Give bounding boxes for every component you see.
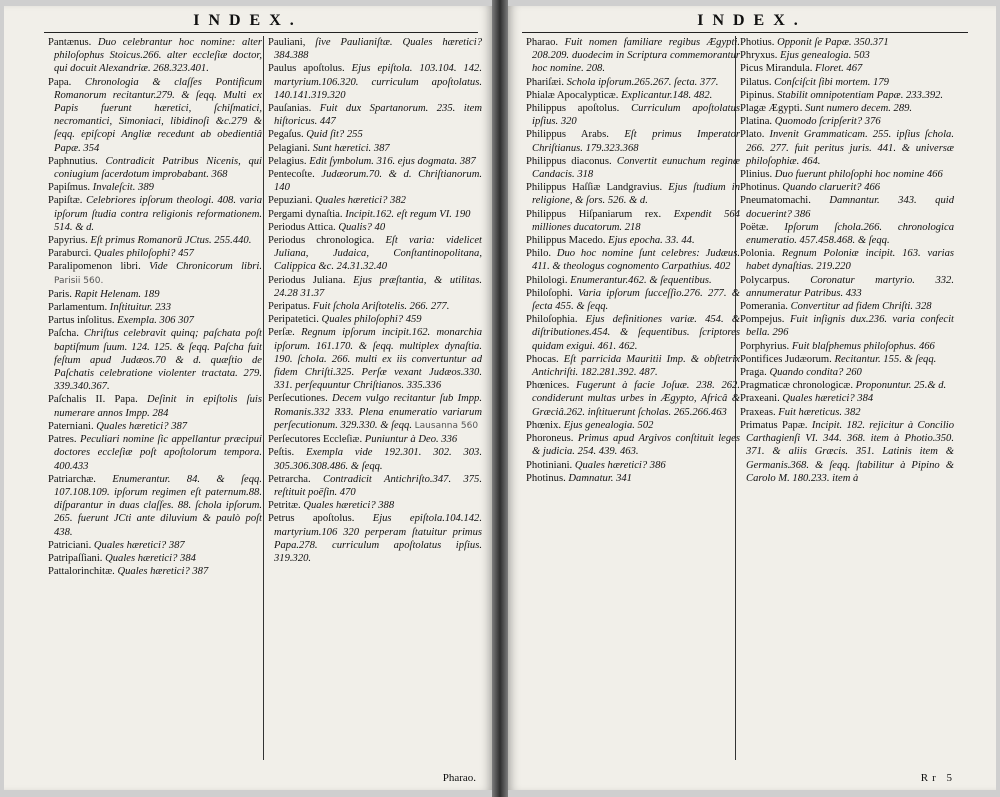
index-entry — [48, 565, 262, 578]
entry-headword: Plagæ Ægypti. — [740, 103, 803, 115]
index-entry — [526, 128, 740, 154]
entry-headword: Paſchalis II. Papa. — [48, 394, 138, 406]
index-entry — [740, 49, 954, 62]
entry-headword: Peſtis. — [268, 447, 295, 459]
entry-text: Opponit ſe Papæ. 350.371 — [777, 37, 889, 48]
entry-headword: Patripaſſiani. — [48, 552, 103, 564]
entry-text: Celebriores ipſorum theologi. 408. varia ipſorum ſtudia contra religionis reformationem. 514. & d. — [54, 195, 262, 233]
entry-text: Ejus præſtantia, & utilitas. 24.28 31.37 — [274, 274, 483, 299]
entry-text: Chronologia & claſſes Pontificum Romanorum recitantur.279. & ſeqq. Multi ex Papis fuerunt hæretici, ſchiſmatici, necromantici, Simoniaci, libidinoſi &c.279 & ſeqq. epiſcopi Angliæ recedunt ab obedientiâ Papæ. 354 — [54, 76, 262, 154]
entry-headword: Patriarchæ. — [48, 473, 96, 485]
entry-text: Eſt varia: videlicet Juliana, Judaica, Conſtantinopolitana, Calippica &c. 24.31.32.40 — [274, 235, 482, 273]
index-entry — [740, 181, 954, 194]
entry-text: Duo celebrantur hoc nomine: alter philoſophus Stoicus.266. alter eccleſiæ doctor, qui docuit Alexandriæ. 268.323.401. — [54, 37, 262, 75]
index-entry — [268, 446, 482, 472]
index-entry — [740, 102, 954, 115]
index-entry — [48, 420, 262, 433]
entry-text: Quid ſit? 255 — [306, 129, 363, 141]
entry-text: Ejus epiſtola. 103.104. 142. martyrium.106.320. curriculum apoſtolatus. 140.141.319.320 — [274, 63, 482, 101]
index-entry — [740, 313, 954, 339]
index-entry — [526, 472, 740, 485]
entry-headword: Perſæ. — [268, 327, 295, 339]
index-entry — [268, 62, 482, 102]
entry-text: Fuit blaſphemus philoſophus. 466 — [791, 340, 935, 352]
handwritten-note: Lausanna 560 — [414, 420, 479, 431]
index-entry — [526, 313, 740, 353]
index-entry — [740, 115, 954, 128]
entry-headword: Philoſophia. — [526, 314, 578, 326]
page-header: INDEX. — [697, 12, 807, 29]
entry-headword: Pantænus. — [48, 37, 92, 48]
index-entry — [268, 433, 482, 446]
index-entry — [268, 208, 482, 221]
index-entry — [48, 260, 262, 287]
index-entry — [48, 393, 262, 419]
index-column — [48, 36, 262, 578]
entry-headword: Phoroneus. — [526, 433, 574, 445]
entry-text: Fuit hæreticus. 382 — [778, 406, 861, 418]
index-entry — [740, 379, 954, 392]
entry-headword: Petrus apoſtolus. — [268, 513, 355, 525]
entry-headword: Petritæ. — [268, 500, 301, 512]
entry-text: Eſt primus Imperator Chriſtianus. 179.323.368 — [532, 129, 740, 154]
entry-text: Invenit Grammaticam. 255. ipſius ſchola. 266. 277. fuit peritus juris. 441. & universæ philoſophiæ. 464. — [746, 129, 954, 167]
entry-headword: Peripatetici. — [268, 314, 319, 326]
entry-text: Quales hæretici? 384 — [105, 552, 196, 564]
index-entry — [740, 168, 954, 181]
index-entry — [268, 473, 482, 499]
index-entry — [740, 392, 954, 405]
index-entry — [268, 392, 482, 433]
index-column — [268, 36, 482, 565]
index-entry — [526, 419, 740, 432]
index-entry — [48, 433, 262, 473]
entry-text: Stabilit omnipotentiam Papæ. 233.392. — [777, 89, 944, 101]
right-page — [508, 6, 996, 790]
entry-headword: Parlamentum. — [48, 302, 108, 314]
entry-headword: Pomerania. — [740, 301, 788, 313]
entry-text: Edit ſymbolum. 316. ejus dogmata. 387 — [309, 155, 476, 167]
entry-text: Decem vulgo recitantur ſub Impp. Romanis.332 333. Plena enumeratio variarum perſecutionum. 329.330. & ſeqq. — [274, 393, 482, 431]
entry-headword: Paralipomenon libri. — [48, 261, 141, 273]
index-entry — [48, 234, 262, 247]
entry-text: Incipit.162. eſt regum VI. 190 — [345, 208, 471, 220]
index-entry — [526, 379, 740, 419]
index-entry — [268, 155, 482, 168]
index-entry — [740, 419, 954, 485]
entry-text: Puniuntur à Deo. 336 — [364, 434, 458, 446]
entry-text: Fuit nomen familiare regibus Ægypti. 208.209. duodecim in Scriptura commemorantur hoc nomine. 208. — [532, 37, 740, 75]
entry-headword: Porphyrius. — [740, 340, 790, 352]
handwritten-note: Parisii 560. — [54, 275, 104, 286]
entry-headword: Petrarcha. — [268, 473, 311, 485]
entry-headword: Pneumatomachi. — [740, 195, 811, 207]
index-entry — [740, 36, 954, 49]
index-entry — [526, 274, 740, 287]
book-gutter — [492, 0, 508, 797]
index-entry — [740, 76, 954, 89]
entry-text: Floret. 467 — [815, 63, 863, 75]
entry-text: Regnum ipſorum incipit.162. monarchia ipſorum. 161.170. & ſeqq. multiplex dynaſtia. 190. ſchola. 266. multi ex iis convertuntur ad fidem Chriſti.325. Perſæ vexant Judæos.330. 331. perſequuntur Chriſtianos. 335.336 — [274, 327, 482, 392]
entry-headword: Pompejus. — [740, 314, 785, 326]
entry-headword: Philo. — [526, 248, 552, 260]
entry-text: Duo fuerunt philoſophi hoc nomine 466 — [774, 169, 943, 181]
entry-headword: Pipinus. — [740, 89, 775, 101]
entry-headword: Praga. — [740, 367, 767, 379]
entry-text: Incipit. 182. rejicitur à Concilio Carthagienſi VI. 344. 368. item à Photio.350. 371. & aliis Græcis. 351. Latinis item & Germanis.368. & ſeqq. ſtabilitur à Pipino & Carolo M. 180.233. item à — [746, 419, 955, 484]
index-entry — [268, 326, 482, 392]
index-column — [740, 36, 954, 485]
entry-text: Quomodo ſcripſerit? 376 — [774, 116, 881, 128]
entry-headword: Paulus apoſtolus. — [268, 63, 345, 75]
entry-headword: Paris. — [48, 288, 72, 300]
entry-headword: Phœnices. — [526, 380, 570, 392]
index-entry — [740, 366, 954, 379]
entry-text: Expendit 564 milliones ducatorum. 218 — [532, 208, 740, 233]
header-rule — [522, 32, 968, 33]
entry-headword: Periodus chronologica. — [268, 235, 375, 247]
index-entry — [268, 102, 482, 128]
entry-headword: Photiniani. — [526, 459, 573, 471]
index-entry — [268, 499, 482, 512]
entry-headword: Pragmaticæ chronologicæ. — [740, 380, 853, 392]
index-entry — [268, 128, 482, 141]
entry-text: Quando condita? 260 — [769, 367, 862, 379]
entry-headword: Plato. — [740, 129, 765, 141]
entry-headword: Phialæ Apocalypticæ. — [526, 89, 619, 101]
entry-headword: Pepuziani. — [268, 195, 313, 207]
entry-text: Sunt numero decem. 289. — [805, 103, 913, 115]
entry-text: Fuit dux Spartanorum. 235. item hiſtoricus. 447 — [274, 103, 483, 128]
catchword: Pharao. — [442, 772, 476, 784]
index-entry — [740, 194, 954, 220]
entry-text: Damnatur. 341 — [568, 472, 632, 484]
entry-headword: Philippus diaconus. — [526, 155, 612, 167]
entry-text: Convertitur ad fidem Chriſti. 328 — [790, 301, 932, 313]
entry-headword: Periodus Attica. — [268, 221, 336, 233]
index-entry — [740, 247, 954, 273]
entry-text: Contradicit Patribus Nicenis, qui coniugium ſacerdotum improbabant. 368 — [54, 155, 262, 181]
entry-text: Explicantur.148. 482. — [621, 89, 713, 101]
entry-text: Convertit eunuchum reginæ Candacis. 318 — [532, 155, 740, 181]
index-entry — [268, 300, 482, 313]
index-entry — [48, 327, 262, 393]
entry-headword: Phryxus. — [740, 50, 778, 62]
index-entry — [526, 247, 740, 273]
entry-headword: Philologi. — [526, 274, 568, 286]
index-entry — [48, 194, 262, 234]
entry-headword: Platina. — [740, 116, 773, 128]
column-divider — [263, 36, 264, 760]
entry-text: ſive Paulianiſtæ. Quales hæretici? 384.388 — [274, 37, 482, 62]
entry-headword: Praxeas. — [740, 406, 776, 418]
entry-headword: Pegaſus. — [268, 129, 304, 141]
entry-text: Sunt hæretici. 387 — [312, 142, 390, 154]
entry-headword: Patriciani. — [48, 539, 92, 551]
entry-headword: Pontifices Judæorum. — [740, 353, 832, 365]
entry-text: Ejus epiſtola.104.142. martyrium.106 320 perperam ſtatuitur primus Papa.278. curriculum apoſtolatus ipſius. 319.320. — [274, 513, 483, 564]
index-entry — [526, 89, 740, 102]
entry-headword: Peripatus. — [268, 301, 311, 313]
entry-text: Quales hæretici? 386 — [574, 459, 666, 471]
entry-text: Contradicit Antichriſto.347. 375. reſtituit poëſin. 470 — [274, 473, 482, 498]
entry-headword: Pelagius. — [268, 155, 307, 167]
entry-text: Quales hæretici? 388 — [303, 500, 395, 512]
index-entry — [48, 181, 262, 194]
entry-text: Coronatur martyrio. 332. annumeratur Patribus. 433 — [746, 274, 954, 299]
entry-headword: Papyrius. — [48, 235, 88, 247]
index-entry — [48, 36, 262, 76]
entry-text: Ejus definitiones variæ. 454. & diſtributiones.454. & ſequentibus. ſcriptores quidam exigui. 461. 462. — [532, 314, 740, 352]
entry-text: Exempla. 306 307 — [117, 315, 194, 327]
entry-text: Invaleſcit. 389 — [92, 182, 154, 194]
entry-headword: Pelagiani. — [268, 142, 311, 154]
index-entry — [48, 552, 262, 565]
entry-headword: Philippus Haſſiæ Landgravius. — [526, 182, 663, 194]
index-entry — [526, 76, 740, 89]
index-entry — [740, 221, 954, 247]
entry-headword: Philippus apoſtolus. — [526, 103, 620, 115]
entry-headword: Philippus Macedo. — [526, 235, 606, 247]
entry-text: Vide Chronicorum libri. — [149, 261, 262, 273]
index-entry — [740, 406, 954, 419]
entry-headword: Philoſophi. — [526, 287, 573, 299]
entry-text: Primus apud Argivos conſtituit leges & judicia. 254. 439. 463. — [532, 433, 740, 458]
entry-text: Judæorum.70. & d. Chriſtianorum. 140 — [274, 169, 482, 194]
index-entry — [48, 314, 262, 327]
entry-text: Chriſtus celebravit quinq; paſchata poſt baptiſmum ſuum. 124. 125. & ſeqq. Paſcha fuit feſtum apud Judæos.70 & d. quæſtio de Paſchatis celebratione violenter tractata. 279. 339.340.367. — [54, 328, 262, 393]
index-entry — [48, 288, 262, 301]
index-entry — [526, 36, 740, 76]
index-entry — [740, 62, 954, 75]
index-entry — [48, 301, 262, 314]
entry-text: Quales hæretici? 382 — [315, 195, 406, 207]
entry-text: Qualis? 40 — [338, 221, 386, 233]
index-entry — [526, 181, 740, 207]
entry-headword: Photius. — [740, 37, 775, 48]
entry-text: Quales philoſophi? 457 — [93, 248, 194, 260]
entry-headword: Papiſtæ. — [48, 195, 83, 207]
index-entry — [268, 274, 482, 300]
entry-headword: Paphnutius. — [48, 155, 98, 167]
entry-text: Inſtituitur. 233 — [109, 302, 172, 314]
entry-headword: Perſecutores Eccleſiæ. — [268, 434, 363, 446]
entry-text: Ejus genealogia. 503 — [780, 50, 870, 62]
index-entry — [268, 221, 482, 234]
entry-headword: Philippus Arabs. — [526, 129, 609, 141]
entry-text: Quales hæretici? 387 — [96, 420, 188, 432]
entry-headword: Polycarpus. — [740, 274, 790, 286]
index-entry — [268, 313, 482, 326]
entry-headword: Philippus Hiſpaniarum rex. — [526, 208, 662, 220]
index-entry — [48, 473, 262, 539]
index-entry — [48, 76, 262, 155]
index-column — [526, 36, 740, 485]
entry-headword: Pauſanias. — [268, 103, 312, 115]
entry-text: Ejus genealogia. 502 — [563, 419, 654, 431]
index-entry — [268, 36, 482, 62]
index-entry — [740, 300, 954, 313]
entry-headword: Pentecoſte. — [268, 169, 315, 181]
entry-headword: Papiſmus. — [48, 182, 91, 194]
index-entry — [526, 459, 740, 472]
entry-headword: Periodus Juliana. — [268, 274, 346, 286]
entry-headword: Paterniani. — [48, 420, 94, 432]
index-entry — [268, 234, 482, 274]
index-entry — [526, 234, 740, 247]
entry-text: Eſt parricida Mauritii Imp. & obſtetrix Antichriſti. 182.281.392. 487. — [532, 353, 740, 379]
entry-text: Fugerunt à facie Joſuæ. 238. 262. condiderunt multas urbes in Ægypto, Africâ & Græciâ.262. inſtituerunt ſcholas. 265.266.463 — [532, 380, 740, 418]
entry-text: Rapit Helenam. 189 — [74, 288, 160, 300]
index-entry — [48, 155, 262, 181]
index-entry — [526, 353, 740, 379]
entry-text: Enumerantur.462. & ſequentibus. — [570, 274, 712, 286]
header-rule — [44, 32, 478, 33]
entry-headword: Primatus Papæ. — [740, 419, 808, 431]
entry-text: Ipſorum ſchola.266. chronologica enumeratio. 457.458.468. & ſeqq. — [746, 221, 954, 247]
entry-text: Enumerantur. 84. & ſeqq. 107.108.109. ipſorum regimen eſt paternum.88. diſparantur in duas claſſes. 88. ſchola ipſorum. 265. fuerunt JCti ante diluvium & paulò poſt 438. — [54, 473, 262, 538]
entry-headword: Paraburci. — [48, 248, 92, 260]
entry-headword: Perſecutiones. — [268, 393, 328, 405]
entry-headword: Pauliani, — [268, 37, 306, 48]
entry-text: Proponuntur. 25.& d. — [855, 380, 947, 392]
entry-text: Fuit ſchola Ariſtotelis. 266. 277. — [312, 301, 450, 313]
entry-text: Varia ipſorum ſucceſſio.276. 277. & ſecta 455. & ſeqq. — [532, 287, 740, 313]
entry-text: Deſinit in epiſtolis ſuis numerare annos Impp. 284 — [54, 394, 262, 419]
left-page — [4, 6, 492, 790]
entry-headword: Paſcha. — [48, 328, 79, 340]
index-entry — [48, 247, 262, 260]
entry-text: Damnantur. 343. quid docuerint? 386 — [746, 195, 954, 220]
index-entry — [526, 102, 740, 128]
page-header: INDEX. — [193, 12, 303, 29]
index-entry — [740, 340, 954, 353]
entry-text: Eſt primus Romanorū JCtus. 255.440. — [90, 235, 252, 247]
signature-mark: Rr 5 — [920, 772, 956, 784]
entry-headword: Papa. — [48, 76, 72, 88]
entry-text: Curriculum apoſtolatus ipſius. 320 — [532, 103, 740, 128]
entry-text: Fuit inſignis dux.236. varia confecit bella. 296 — [746, 314, 954, 339]
index-entry — [268, 142, 482, 155]
entry-headword: Praxeani. — [740, 393, 780, 405]
entry-headword: Photinus. — [740, 182, 780, 194]
entry-headword: Pharao. — [526, 37, 559, 48]
entry-headword: Pattalorinchitæ. — [48, 566, 115, 578]
index-entry — [526, 432, 740, 458]
index-entry — [740, 89, 954, 102]
index-entry — [268, 168, 482, 194]
index-entry — [526, 287, 740, 313]
entry-text: Regnum Poloniæ incipit. 163. varias habet dynaſtias. 219.220 — [746, 248, 954, 273]
entry-text: Duo hoc nomine ſunt celebres: Judæus. 411. & theologus cognomento Carpathius. 402 — [532, 248, 740, 273]
index-entry — [740, 128, 954, 168]
entry-headword: Poëtæ. — [740, 221, 769, 233]
entry-headword: Patres. — [48, 434, 77, 446]
index-entry — [268, 194, 482, 207]
entry-headword: Pergami dynaſtia. — [268, 208, 343, 220]
entry-headword: Phocas. — [526, 353, 559, 365]
entry-text: Quales hæretici? 384 — [782, 393, 874, 405]
entry-headword: Pilatus. — [740, 76, 772, 88]
entry-headword: Polonia. — [740, 248, 776, 260]
index-entry — [526, 208, 740, 234]
entry-text: Schola ipſorum.265.267. ſecta. 377. — [566, 76, 719, 88]
entry-text: Quales philoſophi? 459 — [321, 314, 422, 326]
entry-headword: Phariſæi. — [526, 76, 564, 88]
entry-text: Peculiari nomine ſic appellantur præcipui doctores eccleſiæ poſt apoſtolorum tempora. 400.433 — [54, 434, 262, 472]
entry-headword: Photinus. — [526, 472, 566, 484]
entry-headword: Phœnix. — [526, 419, 562, 431]
entry-text: Ejus ſtudium in religione, & ſors. 526. & d. — [532, 182, 741, 207]
entry-text: Quales hæretici? 387 — [117, 566, 209, 578]
index-entry — [740, 353, 954, 366]
entry-text: Recitantur. 155. & ſeqq. — [834, 353, 937, 365]
entry-text: Ejus epocha. 33. 44. — [608, 235, 695, 247]
index-entry — [268, 512, 482, 565]
entry-text: Quales hæretici? 387 — [93, 539, 185, 551]
entry-text: Conſciſcit ſibi mortem. 179 — [774, 76, 889, 88]
entry-headword: Picus Mirandula. — [740, 63, 813, 75]
index-entry — [48, 539, 262, 552]
entry-headword: Plinius. — [740, 169, 773, 181]
entry-text: Exempla vide 192.301. 302. 303. 305.306.308.486. & ſeqq. — [274, 447, 482, 472]
entry-text: Quando claruerit? 466 — [782, 182, 881, 194]
entry-headword: Partus inſolitus. — [48, 315, 115, 327]
index-entry — [526, 155, 740, 181]
index-entry — [740, 274, 954, 300]
